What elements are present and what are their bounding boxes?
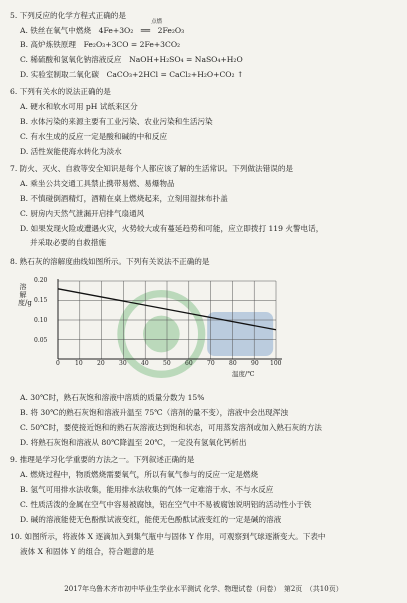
q5-stem: 5. 下列反应的化学方程式正确的是 <box>10 11 126 20</box>
chart-x-tick: 70 <box>207 360 215 367</box>
q10-stem: 10. 如图所示，将液体 X 逐滴加入到集气瓶中与固体 Y 作用，可观察到气球逐渐变大。下表中 <box>10 532 326 541</box>
q7-option-a: A. 乘坐公共交通工具禁止携带易燃、易爆物品 <box>20 179 175 188</box>
q8-stem: 8. 熟石灰的溶解度曲线如图所示。下列有关说法不正确的是 <box>10 257 210 266</box>
chart-y-tick: 0.15 <box>34 297 48 304</box>
chart-x-tick: 50 <box>163 360 171 367</box>
q7-option-d: D. 如果发现火险或遭遇火灾，火势较大或有蔓延趋势和可能，应立即拨打 119 火警电话， <box>20 224 324 233</box>
chart-x-tick: 100 <box>270 360 282 367</box>
q5-option-a-text: A. 铁丝在氧气中燃烧 4Fe+3O₂ <box>20 26 134 35</box>
q5-reaction-arrow: 点燃 ══ <box>133 19 163 35</box>
page-footer: 2017年乌鲁木齐市初中毕业生学业水平测试 化学、物理试卷（问卷） 第2页 （共10页） <box>64 585 343 593</box>
q7-stem: 7. 防火、灭火、自救等安全知识是每个人都应该了解的生活常识。下列做法错误的是 <box>10 164 294 173</box>
chart-y-tick: 0.05 <box>34 337 48 344</box>
chart-x-tick: 30 <box>119 360 127 367</box>
q8-option-d: D. 将熟石灰饱和溶液从 80℃降温至 20℃，一定没有氢氧化钙析出 <box>20 438 247 447</box>
q8-option-b: B. 将 30℃的熟石灰饱和溶液升温至 75℃（溶剂的量不变），溶液中会出现浑浊 <box>20 408 288 417</box>
solubility-chart <box>18 279 378 389</box>
chart-x-axis-label: 温度/℃ <box>232 370 255 378</box>
solubility-chart-svg <box>18 279 378 389</box>
q5-option-b: B. 高炉炼铁原理 Fe₂O₃+3CO = 2Fe+3CO₂ <box>20 40 181 49</box>
chart-x-tick: 90 <box>251 360 259 367</box>
chart-x-tick: 60 <box>185 360 193 367</box>
q6-option-a: A. 硬水和软水可用 pH 试纸来区分 <box>20 102 138 111</box>
q5-option-a-product: 2Fe₂O₃ <box>157 26 185 35</box>
q6-stem: 6. 下列有关水的说法正确的是 <box>10 87 111 96</box>
q7-option-c: C. 厨房内天然气泄漏开启排气扇通风 <box>20 209 145 218</box>
q5-condition: 点燃 <box>151 19 163 25</box>
q9-option-c: C. 性质活泼的金属在空气中容易被腐蚀，铝在空气中不易被腐蚀说明铝的活动性小于铁 <box>20 500 312 509</box>
q8-option-a: A. 30℃时，熟石灰饱和溶液中溶质的质量分数为 15% <box>20 393 205 402</box>
chart-x-tick: 0 <box>56 360 60 367</box>
q10-stem-continued: 液体 X 和固体 Y 的组合，符合题意的是 <box>20 547 154 556</box>
chart-x-tick: 20 <box>97 360 105 367</box>
q5-option-d: D. 实验室制取二氧化碳 CaCO₃+2HCl = CaCl₂+H₂O+CO₂ ↑ <box>20 70 244 79</box>
q9-stem: 9. 推理是学习化学重要的方法之一。下列叙述正确的是 <box>10 455 195 464</box>
q8-option-c: C. 50℃时，要使接近饱和的熟石灰溶液达到饱和状态，可用蒸发溶剂或加入熟石灰的方法 <box>20 423 322 432</box>
q6-option-c: C. 有水生成的反应一定是酸和碱的中和反应 <box>20 132 168 141</box>
q9-option-b: B. 氢气可用排水法收集，能用排水法收集的气体一定难溶于水、不与水反应 <box>20 485 274 494</box>
chart-y-tick: 0.10 <box>34 317 48 324</box>
q9-option-a: A. 燃烧过程中，物质燃烧需要氧气，所以有氧气参与的反应一定是燃烧 <box>20 470 259 479</box>
chart-x-tick: 10 <box>75 360 83 367</box>
q6-option-d: D. 活性炭能使海水转化为淡水 <box>20 147 122 156</box>
chart-x-tick: 40 <box>141 360 149 367</box>
q7-option-b: B. 不慎碰倒酒精灯，酒精在桌上燃烧起来，立刻用湿抹布扑盖 <box>20 194 228 203</box>
chart-y-tick: 0.20 <box>34 277 48 284</box>
q6-option-b: B. 水体污染的来源主要有工业污染、农业污染和生活污染 <box>20 117 213 126</box>
q7-option-d-continued: 并采取必要的自救措施 <box>30 238 106 247</box>
q5-option-c: C. 稀硫酸和氢氧化钠溶液反应 NaOH+H₂SO₄ = NaSO₄+H₂O <box>20 55 243 64</box>
q5-option-a <box>20 19 185 35</box>
q9-option-d: D. 碱的溶液能使无色酚酞试液变红，能使无色酚酞试液变红的一定是碱的溶液 <box>20 515 282 524</box>
chart-x-tick: 80 <box>229 360 237 367</box>
chart-y-axis-label: 溶解度/g <box>18 283 32 308</box>
